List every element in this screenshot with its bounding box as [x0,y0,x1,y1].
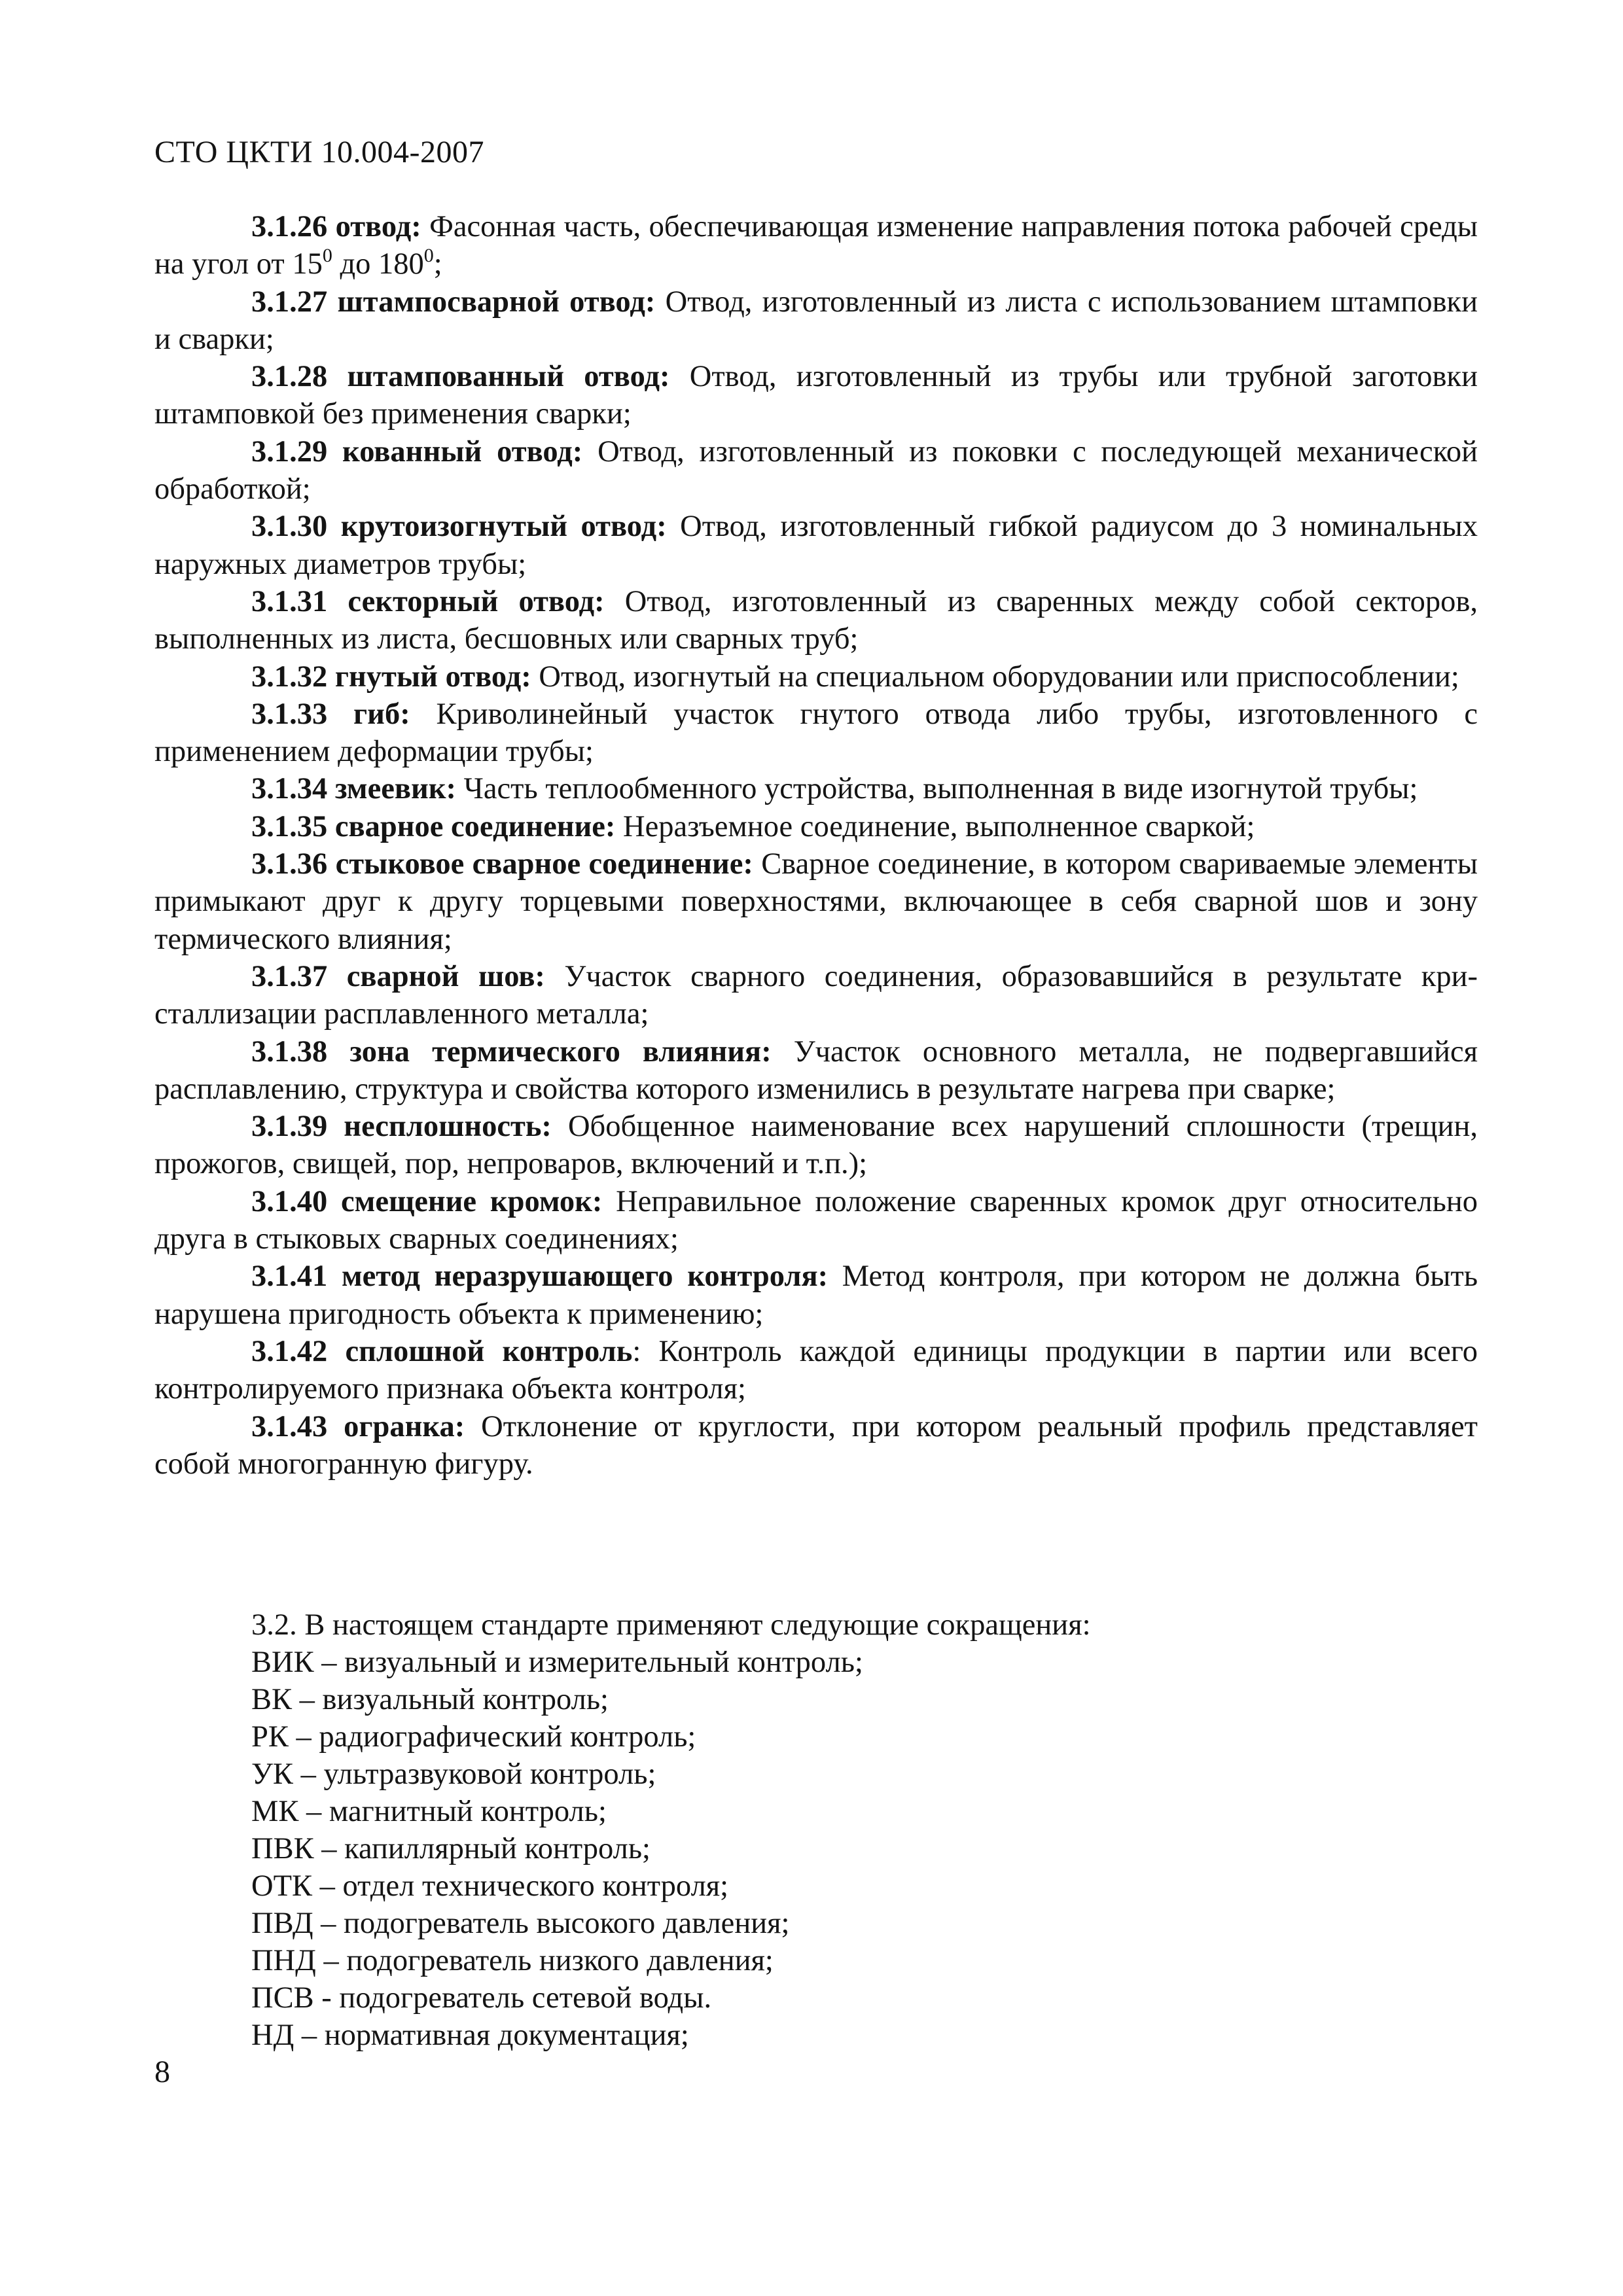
term-name: сплошной контроль [345,1334,633,1368]
term-name: змеевик: [334,772,457,806]
abbreviation-item: ПВД – подогреватель высокого давления; [251,1907,790,1940]
term-name: гиб: [353,697,410,731]
term-3-1-29 [154,433,1478,508]
abbreviation-item: ПСВ - подогреватель сетевой воды. [251,1981,712,2015]
term-number: 3.1.37 [251,959,328,993]
term-name: гнутый отвод: [334,660,531,694]
term-3-1-43 [154,1408,1478,1483]
term-3-1-31 [154,583,1478,658]
term-number: 3.1.35 [251,809,328,843]
term-3-1-38 [154,1033,1478,1108]
term-definition: Отвод, изготовленный из трубы или трубной заготовки штамповкой без применения сварки; [154,360,1478,431]
term-definition: Отвод, изготовленный из сваренных между собой секторов, выполненных из листа, бесшовных или сварных труб; [154,584,1478,656]
term-number: 3.1.38 [251,1034,328,1069]
term-definition: Криволинейный участок гнутого отвода либо трубы, изготовленного с применением деформации трубы; [154,697,1478,769]
term-number: 3.1.40 [251,1184,328,1218]
term-name: огранка: [344,1409,465,1443]
term-definition: Фасонная часть, обеспечивающая изменение направления потока рабочей среды на угол от 15 [154,210,1478,281]
term-name: сварной шов: [346,959,545,993]
abbreviation-item: ПВК – капиллярный контроль; [251,1832,651,1865]
term-definition: Отвод, изготовленный гибкой радиусом до 3 номинальных наружных диаметров трубы; [154,510,1478,581]
term-number: 3.1.39 [251,1110,328,1144]
term-number: 3.1.36 [251,847,328,881]
term-definition: Участок сварного соединения, образовавшийся в результате кристаллизации расплавленного металла; [154,959,1478,1031]
term-name: секторный отвод: [348,584,605,618]
term-definition: Обобщенное наименование всех нарушений сплошности (трещин, прожогов, свищей, пор, непроваров, включений и т.п.); [154,1110,1478,1181]
term-definition-end: ; [433,247,442,281]
term-definition: Отвод, изогнутый на специальном оборудовании или приспособлении; [531,660,1459,694]
degree-superscript: 0 [423,245,434,267]
term-3-1-39 [154,1108,1478,1183]
term-3-1-42 [154,1333,1478,1408]
abbreviations-intro: 3.2. В настоящем стандарте применяют следующие сокращения: [251,1608,1091,1642]
term-3-1-32 [154,658,1478,696]
term-3-1-28 [154,358,1478,433]
term-name: крутоизогнутый отвод: [340,510,667,544]
term-definition-cont: до 180 [332,247,424,281]
term-name: смещение кромок: [341,1184,603,1218]
term-number: 3.1.26 [251,210,328,243]
term-definition: Неправильное положение сваренных кромок друг относительно друга в стыковых сварных соединениях; [154,1184,1478,1256]
document-code-header: СТО ЦКТИ 10.004-2007 [154,135,485,169]
term-3-1-40 [154,1183,1478,1258]
terms-list [154,208,1478,1483]
term-number: 3.1.32 [251,660,328,694]
term-number: 3.1.30 [251,510,328,544]
term-number: 3.1.41 [251,1260,328,1294]
abbreviation-item: ПНД – подогреватель низкого давления; [251,1944,774,1977]
term-3-1-34 [154,770,1478,807]
term-name: кованный отвод: [342,434,583,468]
term-3-1-30 [154,508,1478,583]
term-definition: Часть теплообменного устройства, выполненная в виде изогнутой трубы; [456,772,1418,806]
term-3-1-37 [154,958,1478,1033]
term-3-1-33 [154,696,1478,771]
term-3-1-36 [154,845,1478,958]
term-definition: Отвод, изготовленный из листа с использованием штамповки и сварки; [154,285,1478,356]
term-name: штампосварной отвод: [337,285,656,319]
term-name: сварное соединение: [334,809,616,843]
term-definition: Отклонение от круглости, при котором реальный профиль представляет собой многогранную фигуру. [154,1409,1478,1481]
abbreviation-item: УК – ультразвуковой контроль; [251,1757,656,1791]
term-definition: Метод контроля, при котором не должна быть нарушена пригодность объекта к применению; [154,1260,1478,1331]
term-3-1-41 [154,1258,1478,1333]
term-name: несплошность: [344,1110,552,1144]
abbreviation-item: РК – радиографический контроль; [251,1720,696,1754]
term-number: 3.1.28 [251,360,328,394]
term-name: зона термического влияния: [349,1034,772,1069]
term-number: 3.1.43 [251,1409,328,1443]
term-3-1-35 [154,808,1478,845]
term-name: отвод: [335,210,421,243]
term-definition: Неразъемное соединение, выполненное сваркой; [615,809,1255,843]
abbreviation-item: НД – нормативная документация; [251,2019,689,2052]
term-number: 3.1.34 [251,772,328,806]
term-definition: Отвод, изготовленный из поковки с последующей механической обработкой; [154,434,1478,506]
term-number: 3.1.31 [251,584,328,618]
term-3-1-27 [154,283,1478,359]
term-number: 3.1.42 [251,1334,328,1368]
term-definition: : Контроль каждой единицы продукции в партии или всего контролируемого признака объекта контроля; [154,1334,1478,1406]
abbreviation-item: ВИК – визуальный и измерительный контроль; [251,1646,863,1679]
term-number: 3.1.33 [251,697,328,731]
term-name: метод неразрушающего контроля: [341,1260,829,1294]
abbreviation-item: ВК – визуальный контроль; [251,1683,609,1716]
degree-superscript: 0 [322,245,332,267]
term-name: штампованный отвод: [347,360,670,394]
page-number: 8 [154,2055,170,2089]
abbreviation-item: ОТК – отдел технического контроля; [251,1869,729,1903]
term-definition: Участок основного металла, не подвергавшийся расплавлению, структура и свойства которого изменились в результате нагрева при сварке; [154,1034,1478,1106]
term-name: стыковое сварное соединение: [335,847,753,881]
term-number: 3.1.29 [251,434,328,468]
term-3-1-26 [154,208,1478,283]
abbreviation-item: МК – магнитный контроль; [251,1795,607,1828]
term-number: 3.1.27 [251,285,328,319]
abbreviations-section [251,1606,1091,2054]
term-definition: Сварное соединение, в котором свариваемые элементы примыкают друг к другу торцевыми поверхностями, включающее в себя сварной шов и зону термического влияния; [154,847,1478,956]
